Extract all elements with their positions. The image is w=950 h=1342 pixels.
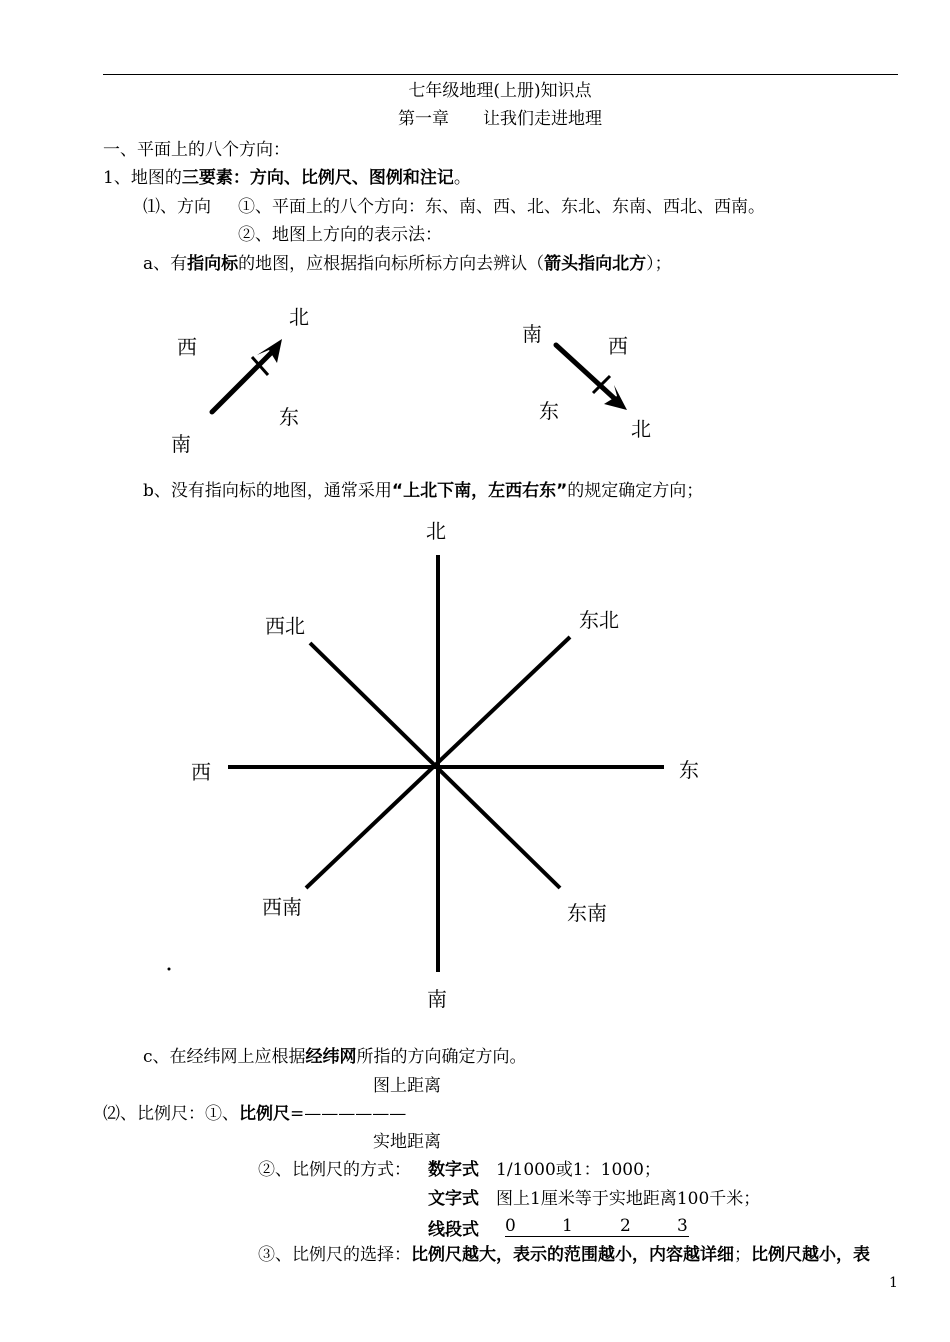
rule-c xyxy=(143,1046,527,1068)
line-form-label: 线段式 xyxy=(428,1220,479,1240)
section-heading: 一、平面上的八个方向： xyxy=(103,140,290,160)
rule-a-bold1: 指向标 xyxy=(187,254,239,274)
arrow1-east-label: 东 xyxy=(279,405,299,429)
arrow1-west-label: 西 xyxy=(177,335,197,359)
compass-northeast-label: 东北 xyxy=(579,608,619,632)
page-number: 1 xyxy=(889,1275,898,1291)
arrow1-south-label: 南 xyxy=(171,432,191,456)
header-rule xyxy=(103,74,898,75)
scale-choice xyxy=(258,1244,870,1266)
direction-methods-text: ②、地图上方向的表示法： xyxy=(238,225,442,245)
line-scale-tick-0: 0 xyxy=(505,1216,516,1236)
item-suffix: 。 xyxy=(453,168,471,188)
scale-forms-intro: ②、比例尺的方式： xyxy=(258,1160,411,1180)
line-scale-bar xyxy=(505,1236,689,1237)
item-bold: 三要素：方向、比例尺、图例和注记 xyxy=(181,168,454,188)
line-scale-tick-3: 3 xyxy=(677,1216,688,1236)
rule-b xyxy=(143,480,703,502)
scale-denominator: 实地距离 xyxy=(373,1132,441,1152)
eight-directions-text: ①、平面上的八个方向：东、南、西、北、东北、东南、西北、西南。 xyxy=(238,197,765,217)
arrow2-east-label: 东 xyxy=(539,399,559,423)
text-form-text: 图上1厘米等于实地距离100千米； xyxy=(496,1189,761,1209)
rule-c-bold: 经纬网 xyxy=(305,1047,357,1067)
rule-b-bold: “上北下南，左西右东” xyxy=(391,481,568,501)
rule-b-suffix: 的规定确定方向； xyxy=(567,481,704,501)
scale-choice-prefix: ③、比例尺的选择： xyxy=(258,1245,411,1265)
direction-label: ⑴、方向 xyxy=(143,197,211,217)
item-three-elements xyxy=(103,167,471,189)
arrow2-north-label: 北 xyxy=(631,417,651,441)
numeric-form-text: 1/1000或1：1000； xyxy=(496,1160,661,1180)
rule-a-suffix: ）； xyxy=(646,254,672,274)
line-scale-tick-2: 2 xyxy=(620,1216,631,1236)
scale-choice-sep: ； xyxy=(734,1245,751,1265)
compass-east-label: 东 xyxy=(679,758,699,782)
scale-choice-bold1: 比例尺越大，表示的范围越小，内容越详细 xyxy=(411,1245,734,1265)
scale-numerator: 图上距离 xyxy=(373,1076,441,1096)
compass-southeast-label: 东南 xyxy=(567,901,607,925)
rule-c-suffix: 所指的方向确定方向。 xyxy=(356,1047,527,1067)
item-prefix: 1、地图的 xyxy=(103,168,182,188)
compass-southwest-label: 西南 xyxy=(262,895,302,919)
compass-west-label: 西 xyxy=(191,760,211,784)
scale-label: ⑵、比例尺：①、 xyxy=(103,1104,239,1124)
scale-choice-bold2: 比例尺越小，表 xyxy=(751,1245,870,1265)
chapter-title: 第一章 让我们走进地理 xyxy=(398,109,602,129)
rule-b-prefix: b、没有指向标的地图，通常采用 xyxy=(143,481,392,501)
document-title: 七年级地理(上册)知识点 xyxy=(408,81,592,101)
rule-a xyxy=(143,253,672,275)
scale-formula xyxy=(103,1103,406,1125)
arrow2-south-label: 南 xyxy=(522,322,542,346)
rule-c-prefix: c、在经纬网上应根据 xyxy=(143,1047,306,1067)
scale-bold: 比例尺 xyxy=(239,1104,290,1124)
text-form-label: 文字式 xyxy=(428,1189,479,1209)
arrow1-north-label: 北 xyxy=(289,305,309,329)
arrow2-west-label: 西 xyxy=(608,334,628,358)
line-scale-tick-1: 1 xyxy=(562,1216,573,1236)
scale-eq: =—————— xyxy=(290,1104,407,1124)
numeric-form-label: 数字式 xyxy=(428,1160,479,1180)
compass-northwest-label: 西北 xyxy=(265,614,305,638)
rule-a-prefix: a、有 xyxy=(143,254,188,274)
rule-a-bold2: 箭头指向北方 xyxy=(544,254,647,274)
compass-north-label: 北 xyxy=(426,519,446,543)
rule-a-mid: 的地图，应根据指向标所标方向去辨认（ xyxy=(238,254,545,274)
compass-south-label: 南 xyxy=(427,987,447,1011)
compass-rose xyxy=(150,510,750,1030)
